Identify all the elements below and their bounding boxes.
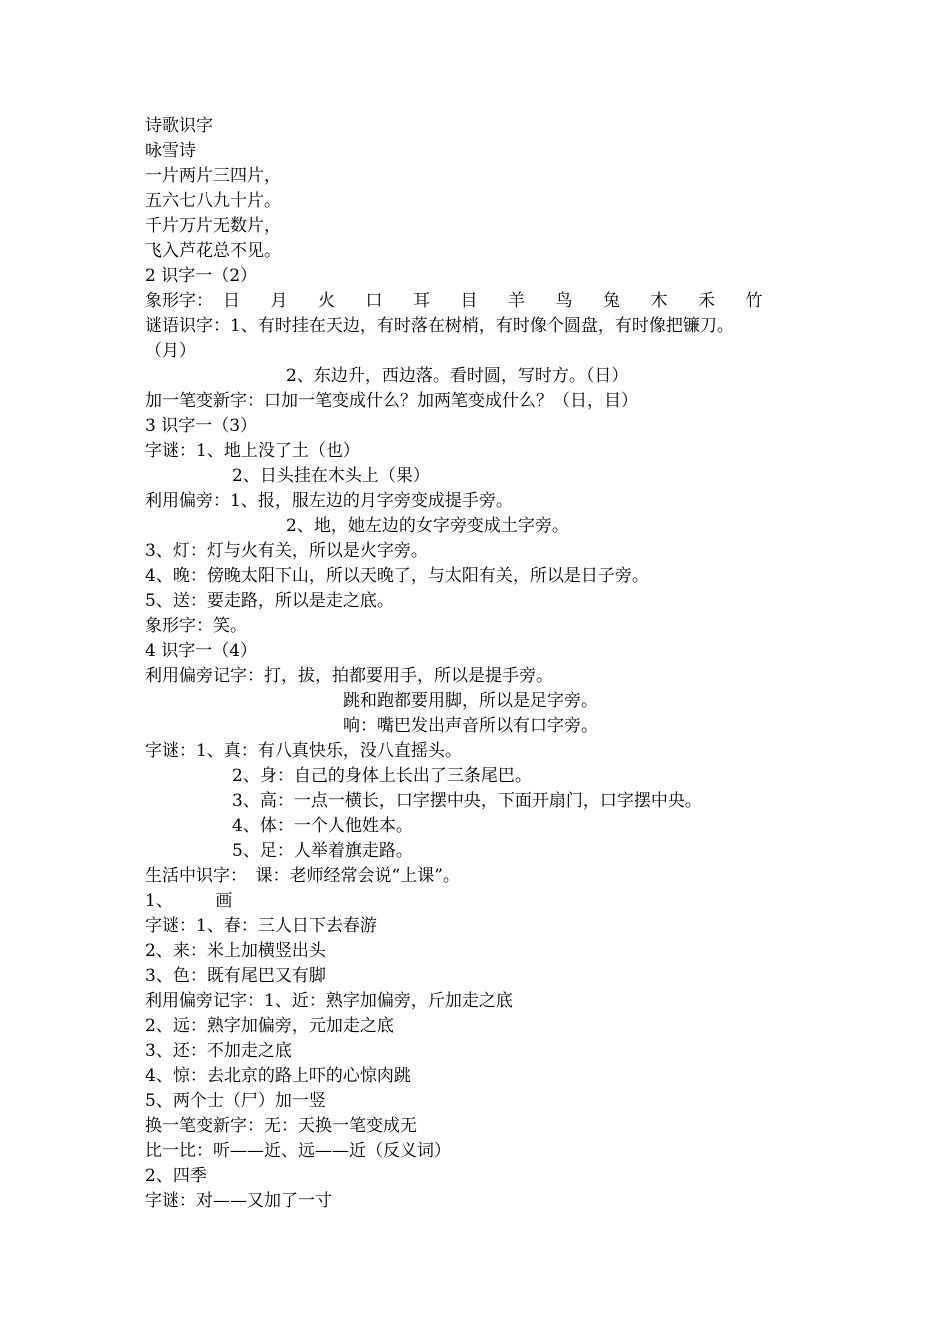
lesson-heading-four-seasons: 2、四季 <box>145 1166 207 1186</box>
poem-line-1: 一片两片三四片， <box>145 166 281 186</box>
change-stroke-line: 换一笔变新字：无：天换一笔变成无 <box>145 1116 417 1136</box>
compare-line: 比一比：听——近、远——近（反义词） <box>145 1141 451 1161</box>
pictograph-char: 火 <box>318 291 335 311</box>
radical-line-3: 3、灯：灯与火有关，所以是火字旁。 <box>145 541 428 561</box>
riddle-se: 3、色：既有尾巴又有脚 <box>145 966 326 986</box>
radical-memory-1: 利用偏旁记字：打，拔，拍都要用手，所以是提手旁。 <box>145 666 553 686</box>
character-riddle-zhen: 字谜：1、真：有八真快乐，没八直摇头。 <box>145 741 462 761</box>
pictograph-label: 象形字： <box>145 291 213 311</box>
pictograph-char: 羊 <box>508 291 525 311</box>
pictograph-row <box>145 289 793 313</box>
radical-memory-yuan: 2、远：熟字加偏旁，元加走之底 <box>145 1016 394 1036</box>
character-riddle-zu: 5、足：人举着旗走路。 <box>232 841 413 861</box>
poem-title: 咏雪诗 <box>145 141 196 161</box>
radical-memory-2: 跳和跑都要用脚，所以是足字旁。 <box>343 691 598 711</box>
radical-memory-3: 响：嘴巴发出声音所以有口字旁。 <box>343 716 598 736</box>
pictograph-char: 禾 <box>698 291 715 311</box>
radical-memory-huan: 3、还：不加走之底 <box>145 1041 292 1061</box>
riddle-lai: 2、来：米上加横竖出头 <box>145 941 326 961</box>
riddle-chun: 字谜：1、春：三人日下去春游 <box>145 916 377 936</box>
section-title-poetry-literacy: 诗歌识字 <box>145 116 213 136</box>
radical-line-4: 4、晚：傍晚太阳下山，所以天晚了，与太阳有关，所以是日子旁。 <box>145 566 649 586</box>
radical-line-1: 利用偏旁：1、报，服左边的月字旁变成提手旁。 <box>145 491 513 511</box>
character-riddle-gao: 3、高：一点一横长，口字摆中央，下面开扇门，口字摆中央。 <box>232 791 702 811</box>
radical-memory-5: 5、两个士（尸）加一竖 <box>145 1091 326 1111</box>
pictograph-char: 口 <box>365 291 383 311</box>
pictograph-char: 耳 <box>413 291 430 311</box>
poem-line-4: 飞入芦花总不见。 <box>145 241 281 261</box>
lesson-heading-4: 4 识字一（4） <box>145 641 258 661</box>
daily-life-literacy: 生活中识字： 课：老师经常会说“上课”。 <box>145 866 460 886</box>
riddle-answer-1: （月） <box>145 341 196 361</box>
pictograph-laugh: 象形字：笑。 <box>145 616 247 636</box>
riddle-line-1: 谜语识字：1、有时挂在天边，有时落在树梢，有时像个圆盘，有时像把镰刀。 <box>145 316 734 336</box>
radical-memory-jing: 4、惊：去北京的路上吓的心惊肉跳 <box>145 1066 411 1086</box>
riddle-dui: 字谜：对——又加了一寸 <box>145 1191 332 1211</box>
pictograph-char: 目 <box>460 291 478 311</box>
character-riddle-ti: 4、体：一个人他姓本。 <box>232 816 413 836</box>
lesson-heading-2: 2 识字一（2） <box>145 266 258 286</box>
poem-line-2: 五六七八九十片。 <box>145 191 281 211</box>
pictograph-char: 日 <box>223 291 240 311</box>
character-riddle-shen: 2、身：自己的身体上长出了三条尾巴。 <box>232 766 532 786</box>
radical-line-5: 5、送：要走路，所以是走之底。 <box>145 591 394 611</box>
poem-line-3: 千片万片无数片， <box>145 216 281 236</box>
lesson-heading-3: 3 识字一（3） <box>145 416 258 436</box>
radical-line-2: 2、地，她左边的女字旁变成土字旁。 <box>286 516 569 536</box>
radical-memory-jin: 利用偏旁记字：1、近：熟字加偏旁，斤加走之底 <box>145 991 513 1011</box>
character-riddle-1: 字谜：1、地上没了土（也） <box>145 441 360 461</box>
pictograph-char: 鸟 <box>555 291 573 311</box>
riddle-line-2: 2、东边升，西边落。看时圆，写时方。（日） <box>286 366 629 386</box>
add-stroke-line: 加一笔变新字：口加一笔变成什么？加两笔变成什么？（日，目） <box>145 391 638 411</box>
pictograph-char: 月 <box>270 291 288 311</box>
lesson-heading-draw: 1、 画 <box>145 891 233 911</box>
pictograph-characters <box>223 289 793 313</box>
character-riddle-2: 2、日头挂在木头上（果） <box>232 466 430 486</box>
pictograph-char: 木 <box>650 291 668 311</box>
pictograph-char: 竹 <box>745 291 763 311</box>
pictograph-char: 兔 <box>603 291 620 311</box>
